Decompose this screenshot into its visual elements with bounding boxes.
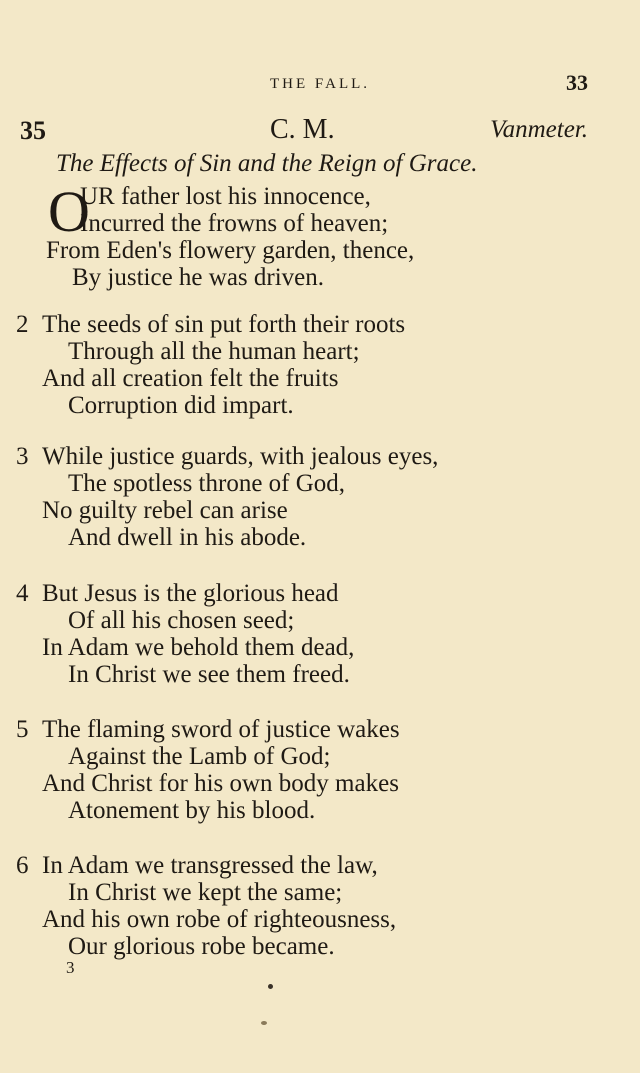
verse-line: From Eden's flowery garden, thence, <box>46 237 415 264</box>
verse-line: In Adam we behold them dead, <box>42 634 355 661</box>
verse-line: And all creation felt the fruits <box>42 365 339 392</box>
ink-speck <box>268 984 273 989</box>
verse-line: In Christ we kept the same; <box>68 879 343 906</box>
running-head: THE FALL. <box>269 76 371 92</box>
ink-speck <box>261 1021 267 1025</box>
verse-line: The flaming sword of justice wakes <box>42 716 400 743</box>
drop-cap: O <box>48 179 90 244</box>
verse-line: In Christ we see them freed. <box>68 661 350 688</box>
verse-line: The seeds of sin put forth their roots <box>42 311 406 338</box>
verse-line: Incurred the frowns of heaven; <box>80 210 389 237</box>
verse-line: While justice guards, with jealous eyes, <box>42 443 439 470</box>
verse-line: Our glorious robe became. <box>68 933 335 960</box>
verse-number: 5 <box>16 716 29 743</box>
verse-line: Corruption did impart. <box>68 392 294 419</box>
verse-line: By justice he was driven. <box>72 264 325 291</box>
verse-line: And his own robe of righteousness, <box>42 906 397 933</box>
verse-line: Of all his chosen seed; <box>68 607 295 634</box>
verse-number: 6 <box>16 852 29 879</box>
verse-line: And dwell in his abode. <box>68 524 307 551</box>
verse-line: And Christ for his own body makes <box>42 770 399 797</box>
verse-line: In Adam we transgressed the law, <box>42 852 378 879</box>
verse-line: Against the Lamb of God; <box>68 743 331 770</box>
verse-number: 4 <box>16 580 29 607</box>
hymn-title: The Effects of Sin and the Reign of Grace. <box>56 150 478 177</box>
verse-number: 3 <box>16 443 29 470</box>
hymn-meter: C. M. <box>270 114 335 145</box>
tune-name: Vanmeter. <box>490 116 588 143</box>
verse-line: UR father lost his innocence, <box>80 183 371 210</box>
verse-line: Through all the human heart; <box>68 338 360 365</box>
verse-line: Atonement by his blood. <box>68 797 316 824</box>
verse-number: 2 <box>16 311 29 338</box>
verse-line: No guilty rebel can arise <box>42 497 288 524</box>
page-number: 33 <box>566 70 588 95</box>
signature-mark: 3 <box>66 958 75 977</box>
verse-line: But Jesus is the glorious head <box>42 580 339 607</box>
hymn-number: 35 <box>20 116 46 145</box>
verse-line: The spotless throne of God, <box>68 470 346 497</box>
